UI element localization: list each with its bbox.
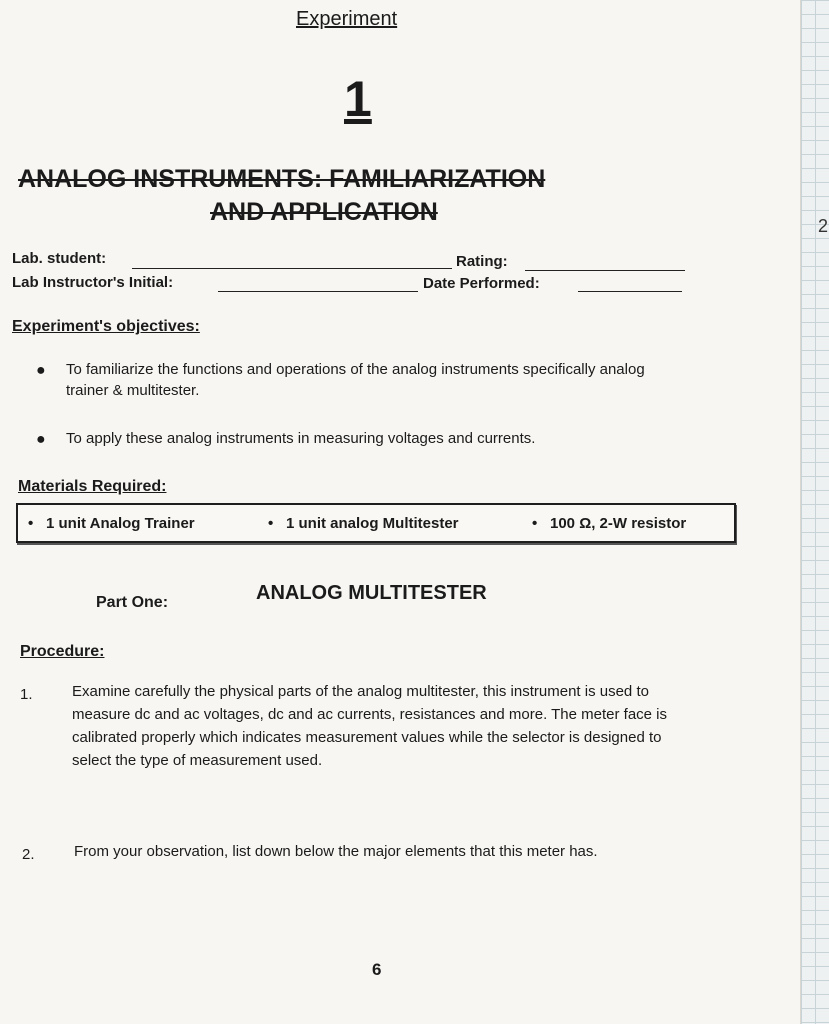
experiment-number: 1 xyxy=(344,71,372,127)
material-item-1: 1 unit Analog Trainer xyxy=(46,515,195,532)
lab-student-label: Lab. student: xyxy=(12,250,107,267)
instructor-initial-label: Lab Instructor's Initial: xyxy=(12,274,174,291)
step-number-2: 2. xyxy=(22,846,35,863)
objective-item-2: To apply these analog instruments in measuring voltages and currents. xyxy=(66,430,536,447)
bullet-icon: ● xyxy=(36,431,46,448)
edge-mark: 2 xyxy=(818,216,829,236)
procedure-step-2: From your observation, list down below the major elements that this meter has. xyxy=(74,843,598,860)
objective-item-1: To familiarize the functions and operations of the analog instruments specifically analog trainer & multitester. xyxy=(66,361,645,399)
bullet-icon: ● xyxy=(36,362,46,379)
graph-paper-edge xyxy=(800,0,829,1024)
objectives-heading: Experiment's objectives: xyxy=(12,318,200,335)
bullet-icon: • xyxy=(268,515,274,532)
materials-box xyxy=(16,503,736,543)
lab-student-line xyxy=(132,268,452,269)
experiment-label: Experiment xyxy=(296,8,398,30)
date-performed-label: Date Performed: xyxy=(423,275,540,292)
materials-heading: Materials Required: xyxy=(18,478,167,495)
rating-line xyxy=(525,270,685,271)
material-item-3: 100 Ω, 2-W resistor xyxy=(550,515,687,532)
material-item-2: 1 unit analog Multitester xyxy=(286,515,459,532)
bullet-icon: • xyxy=(28,515,34,532)
date-performed-line xyxy=(578,291,682,292)
instructor-initial-line xyxy=(218,291,418,292)
step-number-1: 1. xyxy=(20,686,33,703)
procedure-heading: Procedure: xyxy=(20,643,105,660)
rating-label: Rating: xyxy=(456,253,508,270)
procedure-step-1: Examine carefully the physical parts of the analog multitester, this instrument is used to measure dc and ac voltages, dc and ac currents, resistances and more. The meter face is calibrated properly which indicates measurement values while the selector is designed to select the type of measurement used. xyxy=(72,683,668,769)
title-line-2: AND APPLICATION xyxy=(210,198,438,226)
bullet-icon: • xyxy=(532,515,538,532)
part-title: ANALOG MULTITESTER xyxy=(256,582,487,604)
title-line-1: ANALOG INSTRUMENTS: FAMILIARIZATION xyxy=(18,165,546,193)
part-label: Part One: xyxy=(96,594,169,611)
page-number: 6 xyxy=(372,960,382,979)
